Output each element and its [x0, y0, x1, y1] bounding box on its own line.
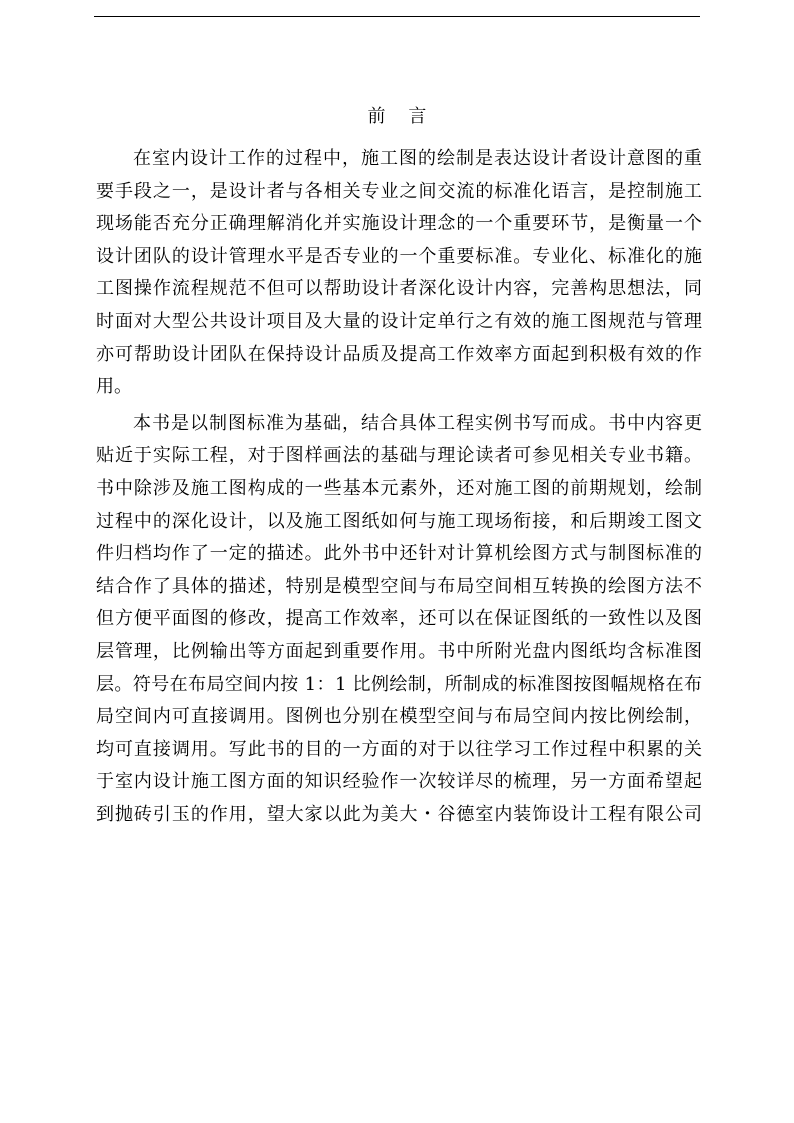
header-rule: [94, 16, 700, 17]
text-line: 层。符号在布局空间内按 1：1 比例绘制，所制成的标准图按图幅规格在布: [96, 673, 702, 695]
text-line: 书中除涉及施工图构成的一些基本元素外，还对施工图的前期规划，绘制: [96, 477, 702, 499]
text-line: 均可直接调用。写此书的目的一方面的对于以往学习工作过程中积累的关: [96, 738, 702, 760]
text-line: 亦可帮助设计团队在保持设计品质及提高工作效率方面起到积极有效的作: [96, 343, 702, 365]
page-title: 前 言: [367, 106, 427, 127]
text-line: 件归档均作了一定的描述。此外书中还针对计算机绘图方式与制图标准的: [96, 543, 702, 565]
text-line: 现场能否充分正确理解消化并实施设计理念的一个重要环节，是衡量一个: [96, 213, 702, 235]
text-line: 要手段之一，是设计者与各相关专业之间交流的标准化语言，是控制施工: [96, 180, 702, 202]
text-line: 贴近于实际工程，对于图样画法的基础与理论读者可参见相关专业书籍。: [96, 445, 702, 467]
paragraph: [96, 408, 702, 832]
paragraph: [96, 143, 702, 404]
text-line: 本书是以制图标准为基础，结合具体工程实例书写而成。书中内容更: [133, 412, 702, 434]
body-text: [96, 143, 702, 831]
text-line: 层管理，比例输出等方面起到重要作用。书中所附光盘内图纸均含标准图: [96, 640, 702, 662]
text-line: 于室内设计施工图方面的知识经验作一次较详尽的梳理，另一方面希望起: [96, 771, 702, 793]
text-line: 设计团队的设计管理水平是否专业的一个重要标准。专业化、标准化的施: [96, 245, 702, 267]
text-line: 在室内设计工作的过程中，施工图的绘制是表达设计者设计意图的重: [133, 148, 702, 169]
text-line: 过程中的深化设计，以及施工图纸如何与施工现场衔接，和后期竣工图文: [96, 510, 702, 532]
text-line: 时面对大型公共设计项目及大量的设计定单行之有效的施工图规范与管理: [96, 310, 702, 332]
text-line: 结合作了具体的描述，特别是模型空间与布局空间相互转换的绘图方法不: [96, 575, 702, 597]
text-line: 但方便平面图的修改，提高工作效率，还可以在保证图纸的一致性以及图: [96, 608, 702, 630]
text-line: 用。: [96, 376, 132, 398]
text-line: 工图操作流程规范不但可以帮助设计者深化设计内容，完善构思想法，同: [96, 278, 702, 300]
text-line: 到抛砖引玉的作用，望大家以此为美大・谷德室内装饰设计工程有限公司: [96, 803, 702, 825]
text-line: 局空间内可直接调用。图例也分别在模型空间与布局空间内按比例绘制，: [96, 706, 702, 728]
